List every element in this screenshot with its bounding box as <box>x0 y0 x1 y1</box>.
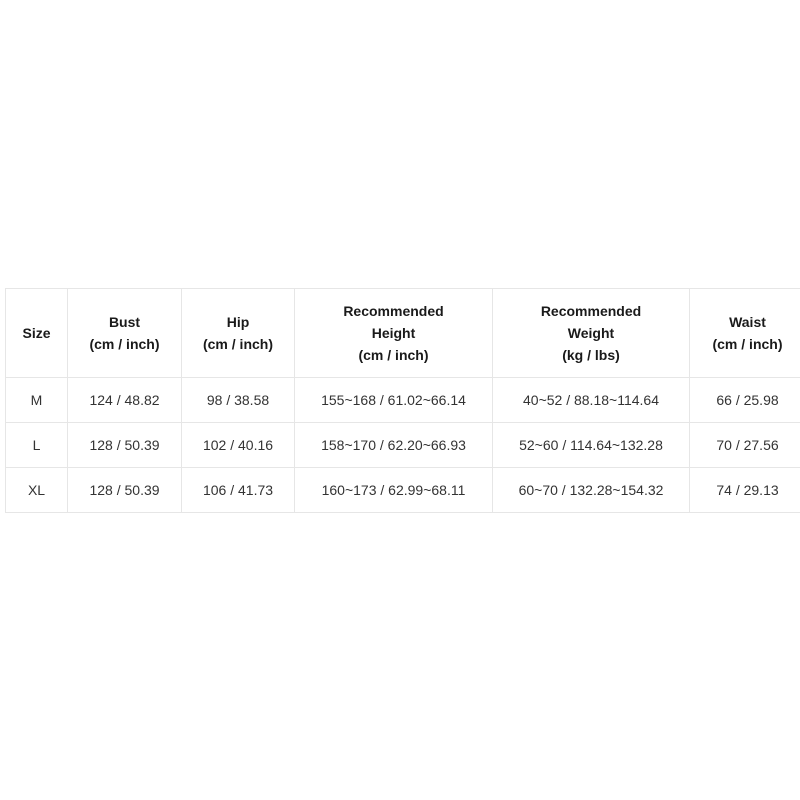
header-bust-label: Bust <box>108 314 141 330</box>
cell-weight: 40~52 / 88.18~114.64 <box>493 378 690 423</box>
cell-size: XL <box>6 468 68 513</box>
header-waist-label: Waist <box>729 314 766 330</box>
cell-height: 160~173 / 62.99~68.11 <box>295 468 493 513</box>
header-size <box>6 289 68 378</box>
header-bust <box>68 289 182 378</box>
cell-bust: 128 / 50.39 <box>68 468 182 513</box>
cell-waist: 66 / 25.98 <box>690 378 800 423</box>
table-row <box>6 423 800 468</box>
table-header-row <box>6 289 800 378</box>
header-weight-label-2: Weight <box>567 325 615 341</box>
cell-hip: 102 / 40.16 <box>182 423 295 468</box>
header-height-unit: (cm / inch) <box>358 347 429 363</box>
table-row <box>6 468 800 513</box>
header-hip <box>182 289 295 378</box>
cell-waist: 70 / 27.56 <box>690 423 800 468</box>
header-hip-label: Hip <box>226 314 250 330</box>
cell-height: 155~168 / 61.02~66.14 <box>295 378 493 423</box>
cell-hip: 106 / 41.73 <box>182 468 295 513</box>
header-height <box>295 289 493 378</box>
cell-hip: 98 / 38.58 <box>182 378 295 423</box>
header-waist-unit: (cm / inch) <box>712 336 783 352</box>
header-weight <box>493 289 690 378</box>
header-weight-label-1: Recommended <box>540 303 642 319</box>
header-height-label-2: Height <box>371 325 416 341</box>
cell-weight: 52~60 / 114.64~132.28 <box>493 423 690 468</box>
table-row <box>6 378 800 423</box>
header-weight-unit: (kg / lbs) <box>562 347 620 363</box>
cell-size: M <box>6 378 68 423</box>
cell-height: 158~170 / 62.20~66.93 <box>295 423 493 468</box>
cell-waist: 74 / 29.13 <box>690 468 800 513</box>
cell-weight: 60~70 / 132.28~154.32 <box>493 468 690 513</box>
header-bust-unit: (cm / inch) <box>89 336 160 352</box>
header-hip-unit: (cm / inch) <box>202 336 273 352</box>
header-size-label: Size <box>22 325 51 341</box>
cell-bust: 128 / 50.39 <box>68 423 182 468</box>
header-height-label-1: Recommended <box>343 303 444 319</box>
header-waist <box>690 289 800 378</box>
cell-bust: 124 / 48.82 <box>68 378 182 423</box>
size-chart-table <box>5 288 800 513</box>
cell-size: L <box>6 423 68 468</box>
